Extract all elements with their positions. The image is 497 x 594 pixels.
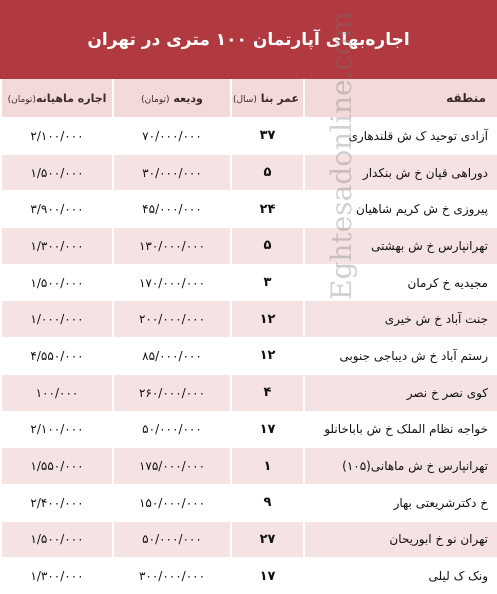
cell-age: ۱۲	[231, 301, 304, 338]
cell-rent: ۳/۹۰۰/۰۰۰	[1, 191, 113, 228]
cell-region: کوی نصر خ نصر	[304, 374, 497, 411]
cell-age: ۲۷	[231, 521, 304, 558]
cell-deposit: ۱۷۵/۰۰۰/۰۰۰	[113, 448, 231, 485]
cell-age: ۱۷	[231, 411, 304, 448]
cell-deposit: ۴۵/۰۰۰/۰۰۰	[113, 191, 231, 228]
table-row	[1, 521, 497, 558]
table-row	[1, 191, 497, 228]
table-row	[1, 448, 497, 485]
cell-deposit: ۵۰/۰۰۰/۰۰۰	[113, 411, 231, 448]
cell-rent: ۱/۵۰۰/۰۰۰	[1, 521, 113, 558]
cell-deposit: ۷۰/۰۰۰/۰۰۰	[113, 118, 231, 155]
cell-rent: ۱/۵۰۰/۰۰۰	[1, 264, 113, 301]
cell-region: مجیدیه خ کرمان	[304, 264, 497, 301]
cell-region: پیروزی خ ش کریم شاهیان	[304, 191, 497, 228]
cell-rent: ۲/۱۰۰/۰۰۰	[1, 411, 113, 448]
cell-rent: ۴/۵۵۰/۰۰۰	[1, 338, 113, 375]
cell-deposit: ۲۰۰/۰۰۰/۰۰۰	[113, 301, 231, 338]
cell-rent: ۱/۳۰۰/۰۰۰	[1, 228, 113, 265]
table-header	[1, 79, 497, 118]
cell-region: تهرانپارس خ ش ماهانی(۱۰۵)	[304, 448, 497, 485]
cell-region: آزادی توحید ک ش قلندهاری	[304, 118, 497, 155]
watermark: Eghtesadonline.com	[325, 11, 358, 300]
cell-region: دوراهی قپان خ ش بنکدار	[304, 154, 497, 191]
table-row	[1, 411, 497, 448]
header-age: عمر بنا (سال)	[231, 79, 304, 118]
cell-age: ۹	[231, 484, 304, 521]
cell-age: ۳	[231, 264, 304, 301]
table-row	[1, 228, 497, 265]
cell-deposit: ۲۶۰/۰۰۰/۰۰۰	[113, 374, 231, 411]
cell-age: ۱۷	[231, 558, 304, 594]
cell-rent: ۱/۵۰۰/۰۰۰	[1, 154, 113, 191]
cell-rent: ۱/۳۰۰/۰۰۰	[1, 558, 113, 594]
cell-rent: ۱۰۰/۰۰۰	[1, 374, 113, 411]
cell-age: ۴	[231, 374, 304, 411]
cell-region: تهرانپارس خ ش بهشتی	[304, 228, 497, 265]
cell-age: ۱	[231, 448, 304, 485]
cell-region: خواجه نظام الملک خ ش باباخانلو	[304, 411, 497, 448]
header-deposit: ودیعه (تومان)	[113, 79, 231, 118]
page-title: اجاره‌بهای آپارتمان ۱۰۰ متری در تهران	[0, 0, 497, 79]
cell-rent: ۱/۵۵۰/۰۰۰	[1, 448, 113, 485]
table-row	[1, 374, 497, 411]
table-row	[1, 264, 497, 301]
cell-deposit: ۳۰/۰۰۰/۰۰۰	[113, 154, 231, 191]
cell-age: ۳۷	[231, 118, 304, 155]
cell-region: رستم آباد خ ش دیباجی جنوبی	[304, 338, 497, 375]
cell-age: ۵	[231, 228, 304, 265]
cell-age: ۵	[231, 154, 304, 191]
cell-region: خ دکترشریعتی بهار	[304, 484, 497, 521]
table-body	[1, 118, 497, 594]
cell-deposit: ۱۷۰/۰۰۰/۰۰۰	[113, 264, 231, 301]
cell-deposit: ۸۵/۰۰۰/۰۰۰	[113, 338, 231, 375]
cell-rent: ۲/۴۰۰/۰۰۰	[1, 484, 113, 521]
table-row	[1, 118, 497, 155]
cell-age: ۱۲	[231, 338, 304, 375]
cell-age: ۲۴	[231, 191, 304, 228]
cell-region: ونک ک لیلی	[304, 558, 497, 594]
cell-deposit: ۵۰/۰۰۰/۰۰۰	[113, 521, 231, 558]
cell-region: تهران نو خ ابوریحان	[304, 521, 497, 558]
rent-table	[0, 79, 497, 594]
cell-region: جنت آباد خ ش خیری	[304, 301, 497, 338]
table-row	[1, 301, 497, 338]
cell-deposit: ۱۵۰/۰۰۰/۰۰۰	[113, 484, 231, 521]
table-row	[1, 338, 497, 375]
cell-rent: ۲/۱۰۰/۰۰۰	[1, 118, 113, 155]
header-region: منطقه	[304, 79, 497, 118]
table-row	[1, 484, 497, 521]
cell-rent: ۱/۰۰۰/۰۰۰	[1, 301, 113, 338]
header-rent: اجاره ماهیانه(تومان)	[1, 79, 113, 118]
cell-deposit: ۱۳۰/۰۰۰/۰۰۰	[113, 228, 231, 265]
cell-deposit: ۳۰۰/۰۰۰/۰۰۰	[113, 558, 231, 594]
table-row	[1, 154, 497, 191]
